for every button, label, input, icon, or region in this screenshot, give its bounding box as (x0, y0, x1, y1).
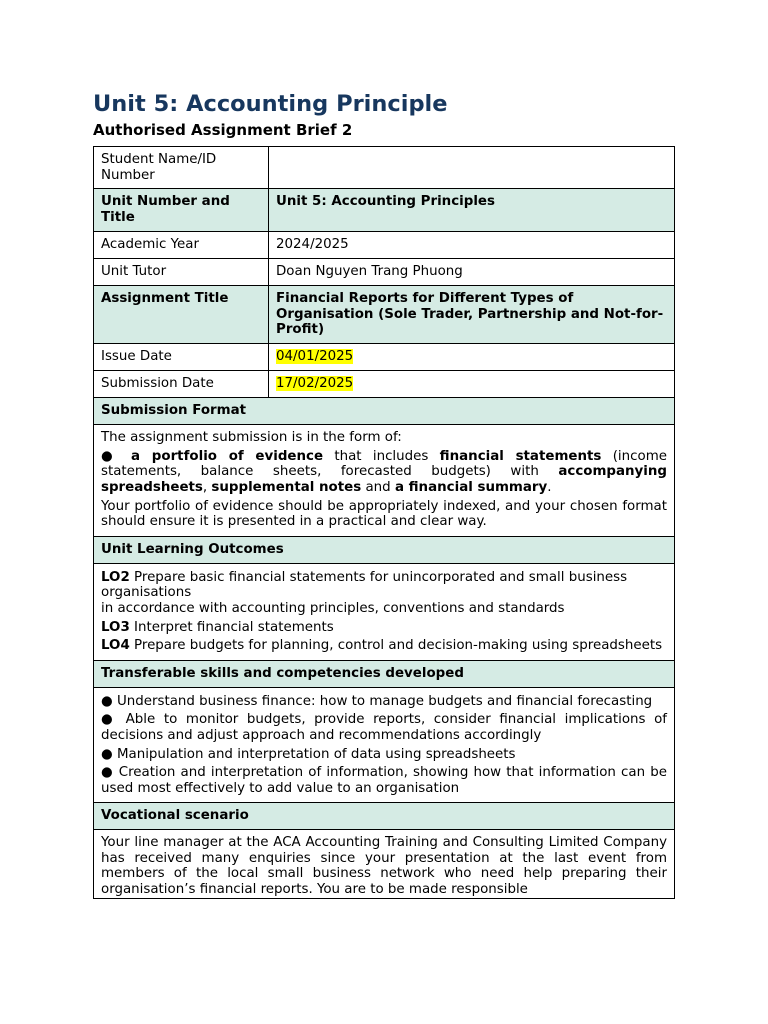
table-row (94, 232, 675, 259)
bullet-icon: ● (101, 712, 118, 728)
table-row (94, 259, 675, 286)
table-row (94, 563, 675, 660)
submission-format-body (94, 425, 675, 537)
section-header (94, 803, 675, 830)
row-value (269, 147, 675, 189)
skill-item: ● Creation and interpretation of information, showing how that information can be used most effectively to add value to an organisation (101, 765, 667, 796)
bullet-icon: ● (101, 765, 114, 781)
learning-outcomes-body (94, 563, 675, 660)
submission-intro: The assignment submission is in the form of: (101, 430, 402, 446)
learning-outcome-item: LO3 Interpret financial statements (101, 619, 334, 635)
skill-item: ● Able to monitor budgets, provide reports, consider financial implications of decisions and adjust approach and recommendations accordingly (101, 712, 667, 743)
learning-outcome-item: LO4 Prepare budgets for planning, control and decision-making using spreadsheets (101, 638, 663, 654)
section-header (94, 536, 675, 563)
table-row (94, 830, 675, 899)
row-label: Unit Number and Title (94, 189, 269, 232)
row-value (269, 371, 675, 398)
section-header (94, 660, 675, 687)
page-title: Unit 5: Accounting Principle (93, 91, 448, 117)
bullet-icon: ● (101, 746, 113, 762)
row-value: Unit 5: Accounting Principles (269, 189, 675, 232)
table-row (94, 286, 675, 344)
skill-item: ● Understand business finance: how to manage budgets and financial forecasting (101, 693, 653, 709)
table-row (94, 147, 675, 189)
row-value: Doan Nguyen Trang Phuong (269, 259, 675, 286)
row-label: Academic Year (94, 232, 269, 259)
submission-format-heading: Submission Format (94, 398, 675, 425)
page-subtitle: Authorised Assignment Brief 2 (93, 121, 353, 139)
section-header (94, 398, 675, 425)
table-row (94, 371, 675, 398)
row-label: Student Name/ID Number (94, 147, 269, 189)
submission-closing: Your portfolio of evidence should be appropriately indexed, and your chosen format should ensure it is presented in a practical and clear way. (101, 498, 667, 530)
bullet-icon: ● (101, 448, 120, 464)
bullet-icon: ● (101, 693, 113, 709)
learning-outcome-item: LO2 Prepare basic financial statements for unincorporated and small business organisations in accordance with accounting principles, conventions and standards (101, 569, 628, 616)
row-label: Submission Date (94, 371, 269, 398)
scenario-text: Your line manager at the ACA Accounting Training and Consulting Limited Company has received many enquiries since your presentation at the last event from members of the local small business network who need help preparing their organisation’s financial reports. You are to be made responsible (101, 835, 667, 898)
row-label: Assignment Title (94, 286, 269, 344)
learning-outcomes-heading: Unit Learning Outcomes (94, 536, 675, 563)
submission-bullet: ● a portfolio of evidence that includes financial statements (income statements, balance sheets, forecasted budgets) with accompanying spreadsheets, supplemental notes and a financial summary. (101, 448, 667, 495)
row-label: Unit Tutor (94, 259, 269, 286)
issue-date-value: 04/01/2025 (276, 349, 354, 365)
row-label: Issue Date (94, 344, 269, 371)
table-row (94, 425, 675, 537)
skills-body (94, 687, 675, 803)
row-value: 2024/2025 (269, 232, 675, 259)
skills-heading: Transferable skills and competencies developed (94, 660, 675, 687)
scenario-heading: Vocational scenario (94, 803, 675, 830)
scenario-body (94, 830, 675, 899)
row-value (269, 344, 675, 371)
table-row (94, 189, 675, 232)
table-row (94, 344, 675, 371)
skill-item: ● Manipulation and interpretation of data using spreadsheets (101, 746, 516, 762)
document-page (93, 90, 675, 899)
row-value: Financial Reports for Different Types of Organisation (Sole Trader, Partnership and Not-for-Profit) (269, 286, 675, 344)
submission-date-value: 17/02/2025 (276, 376, 354, 392)
assignment-brief-table (93, 146, 675, 899)
table-row (94, 687, 675, 803)
